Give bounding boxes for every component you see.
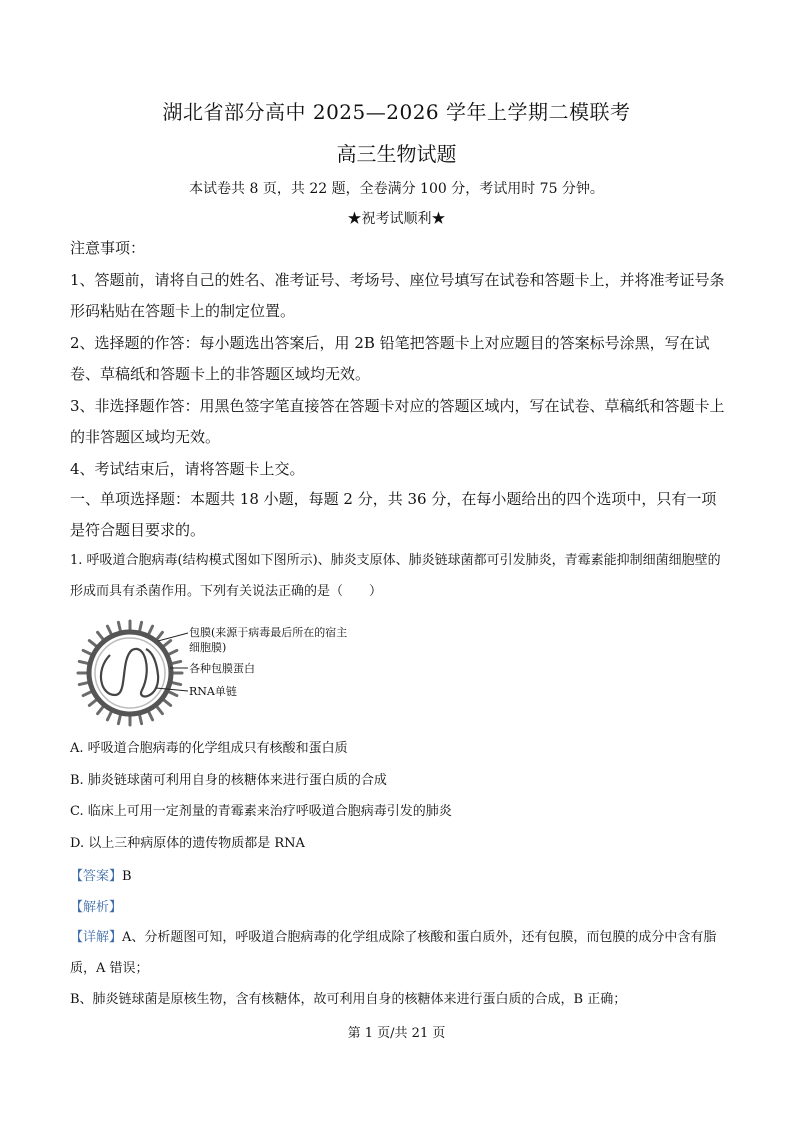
notice-item-4: 4、考试结束后，请将答题卡上交。 <box>70 460 305 478</box>
section-heading: 一、单项选择题：本题共 18 小题，每题 2 分，共 36 分，在每小题给出的四个选项中，只有一项是符合题目要求的。 <box>70 490 717 539</box>
notice-heading: 注意事项： <box>70 239 146 257</box>
label-envelope-2: 细胞膜) <box>189 641 227 654</box>
envelope-spike <box>168 691 177 695</box>
option-d: D. 以上三种病原体的遗传物质都是 RNA <box>70 835 305 851</box>
analysis-tag: 【解析】 <box>70 900 123 915</box>
envelope-spike <box>83 650 92 654</box>
envelope-spike <box>171 682 181 684</box>
notice-item-1: 1、答题前，请将自己的姓名、准考证号、考场号、座位号填写在试卷和答题卡上，并将准考证号条形码粘贴在答题卡上的制定位置。 <box>70 271 725 320</box>
label-rna: RNA单链 <box>189 685 237 698</box>
exam-title: 湖北省部分高中 2025—2026 学年上学期二模联考 <box>162 100 631 124</box>
exam-wish: ★祝考试顺利★ <box>347 211 446 227</box>
answer-value: B <box>122 869 132 884</box>
envelope-spike <box>89 699 97 705</box>
envelope-spike <box>168 650 177 654</box>
question-1-options <box>70 733 730 859</box>
detail-tag: 【详解】 <box>70 930 123 945</box>
envelope-spike <box>171 661 181 663</box>
question-1-stem: 1. 呼吸道合胞病毒(结构模式图如下图所示)、肺炎支原体、肺炎链球菌都可引发肺炎，青霉素能抑制细菌细胞壁的形成而具有杀菌作用。下列有关说法正确的是（ ） <box>70 553 721 599</box>
exam-subtitle: 高三生物试题 <box>336 142 457 166</box>
option-a: A. 呼吸道合胞病毒的化学组成只有核酸和蛋白质 <box>70 741 348 756</box>
answer-tag: 【答案】 <box>70 869 123 884</box>
answer-line <box>70 861 132 892</box>
virus-diagram <box>70 615 400 730</box>
envelope-spike <box>79 682 89 684</box>
exam-info: 本试卷共 8 页，共 22 题，全卷满分 100 分，考试用时 75 分钟。 <box>189 181 604 197</box>
envelope-spike <box>89 641 97 647</box>
notice-item-2: 2、选择题的作答：每小题选出答案后，用 2B 铅笔把答题卡上对应题目的答案标号涂黑，写在试卷、草稿纸和答题卡上的非答题区域均无效。 <box>70 334 710 383</box>
option-c: C. 临床上可用一定剂量的青霉素来治疗呼吸道合胞病毒引发的肺炎 <box>70 804 452 819</box>
detail-a <box>70 922 730 984</box>
envelope-spike <box>83 691 92 695</box>
detail-a-text: A、分析题图可知，呼吸道合胞病毒的化学组成除了核酸和蛋白质外，还有包膜，而包膜的成分中含有脂质，A 错误； <box>70 930 717 976</box>
virus-envelope-inner <box>95 638 165 708</box>
notice-item-3: 3、非选择题作答：用黑色签字笔直接答在答题卡对应的答题区域内，写在试卷、草稿纸和答题卡上的非答题区域均无效。 <box>70 397 725 446</box>
label-proteins: 各种包膜蛋白 <box>189 662 255 675</box>
option-b: B. 肺炎链球菌可利用自身的核糖体来进行蛋白质的合成 <box>70 772 387 788</box>
page-footer: 第 1 页/共 21 页 <box>347 1026 446 1041</box>
detail-b: B、肺炎链球菌是原核生物，含有核糖体，故可利用自身的核糖体来进行蛋白质的合成，B 正确； <box>70 992 627 1007</box>
envelope-spike <box>79 661 89 663</box>
envelope-spike <box>163 641 171 647</box>
label-envelope-1: 包膜(来源于病毒最后所在的宿主 <box>189 626 348 639</box>
detail-block <box>70 922 730 1015</box>
analysis-line <box>70 892 122 923</box>
envelope-spike <box>163 699 171 705</box>
